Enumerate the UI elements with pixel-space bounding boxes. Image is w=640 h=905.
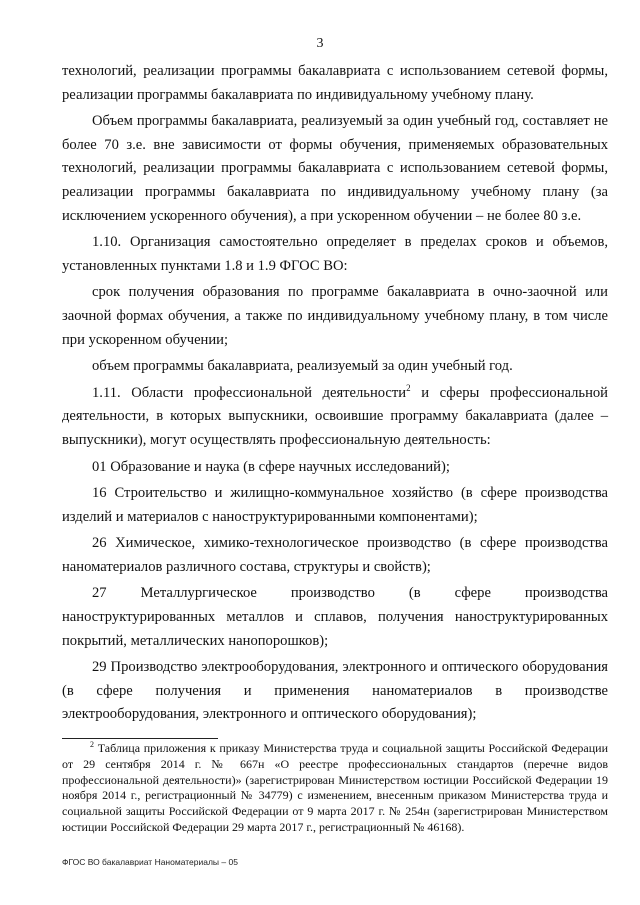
paragraph: 29 Производство электрооборудования, электронного и оптического оборудования (в сфере получения и применения наноматериалов в производстве электрооборудования, электронного и оптического оборудования); [62, 659, 608, 723]
paragraph: 01 Образование и наука (в сфере научных исследований); [92, 458, 450, 475]
footnote-number: 2 [90, 740, 94, 749]
paragraph: срок получения образования по программе бакалавриата в очно-заочной или заочной формах обучения, а также по индивидуальному учебному плану, в том числе при ускоренном обучении; [62, 284, 608, 348]
paragraph: 16 Строительство и жилищно-коммунальное хозяйство (в сфере производства изделий и материалов с наноструктурированными компонентами); [62, 485, 608, 525]
paragraph: технологий, реализации программы бакалавриата с использованием сетевой формы, реализации программы бакалавриата по индивидуальному учебному плану. [62, 63, 608, 103]
paragraph: 1.10. Организация самостоятельно определяет в пределах сроков и объемов, установленных пунктами 1.8 и 1.9 ФГОС ВО: [62, 234, 608, 274]
paragraph-text: 1.11. Области профессиональной деятельности [92, 384, 407, 401]
body-text [62, 60, 608, 727]
page-footer: ФГОС ВО бакалавриат Наноматериалы – 05 [62, 857, 238, 867]
footnote-text: Таблица приложения к приказу Министерства труда и социальной защиты Российской Федерации от 29 сентября 2014 г. № 667н «О реестре профессиональных стандартов (перечне видов профессиональной деятельности)» (зарегистрирован Министерством юстиции Российской Федерации 19 ноября 2014 г., регистрационный № 34779) с изменением, внесенным приказом Министерства труда и социальной защиты Российской Федерации от 9 марта 2017 г. № 254н (зарегистрирован Министерством юстиции Российской Федерации 29 марта 2017 г., регистрационный № 46168). [62, 741, 608, 834]
paragraph: объем программы бакалавриата, реализуемый за один учебный год. [92, 358, 513, 375]
page-number: 3 [316, 36, 324, 51]
paragraph-text: и сферы профессиональной деятельности, в которых выпускники, освоившие программу бакалавриата (далее – выпускники), могут осуществлять профессиональную деятельность: [62, 384, 608, 448]
paragraph: 27 Металлургическое производство (в сфере производства наноструктурированных металлов и сплавов, получения наноструктурированных покрытий, металлических нанопорошков); [62, 585, 608, 649]
footnote-reference: 2 [406, 382, 411, 393]
paragraph: 26 Химическое, химико-технологическое производство (в сфере производства наноматериалов различного состава, структуры и свойств); [62, 535, 608, 575]
footnote [62, 741, 608, 836]
paragraph: Объем программы бакалавриата, реализуемый за один учебный год, составляет не более 70 з.е. вне зависимости от формы обучения, применяемых образовательных технологий, реализации программы бакалавриата с использованием сетевой формы, реализации программы бакалавриата по индивидуальному учебному плану (за исключением ускоренного обучения), а при ускоренном обучении – не более 80 з.е. [62, 113, 608, 224]
paragraph [62, 382, 608, 453]
footnote-divider [62, 738, 218, 739]
